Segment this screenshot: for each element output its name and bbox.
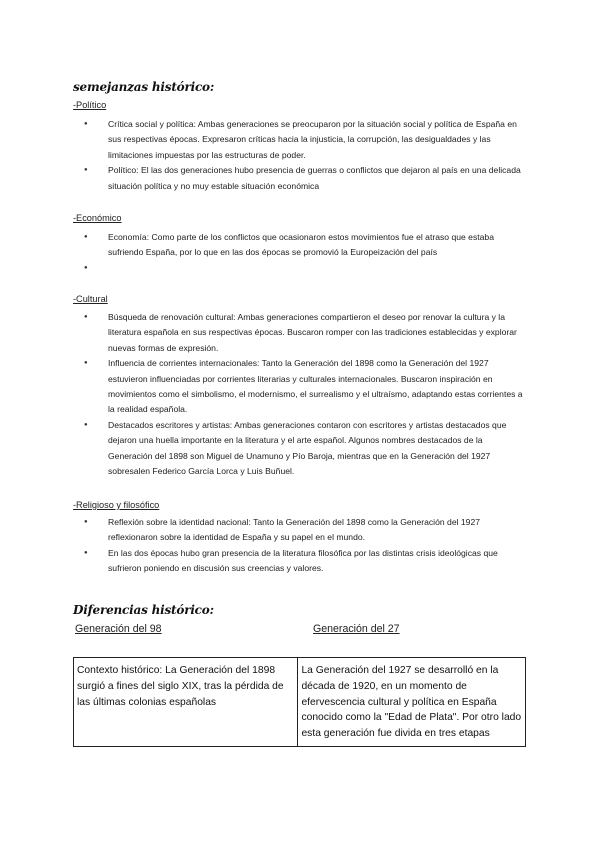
list-item: ● Búsqueda de renovación cultural: Ambas generaciones compartieron el deseo por renovar la cultura y la literatura española en sus respectivas épocas. Buscaron romper con las tradiciones establecidas y explorar nuevas formas de expresión.: [84, 310, 524, 356]
column-header-98: Generación del 98: [75, 623, 162, 635]
list-item: [84, 261, 524, 276]
religioso-list: [84, 515, 524, 577]
list-item: ● Crítica social y política: Ambas generaciones se preocuparon por la situación social y política de España en sus respectivas épocas. Expresaron críticas hacia la injusticia, la corrupción, las desigualdades y las limitaciones impuestas por las estructuras de poder.: [84, 117, 524, 163]
section-heading-economico: -Económico: [73, 213, 122, 223]
table-cell-27: La Generación del 1927 se desarrolló en la década de 1920, en un momento de efervescencia cultural y política en España conocido como la "Edad de Plata". Por otro lado esta generación fue divida en tres etapas: [298, 658, 526, 747]
table-cell-98: Contexto histórico: La Generación del 1898 surgió a fines del siglo XIX, tras la pérdida de las últimas colonias españolas: [74, 658, 298, 747]
section-heading-cultural: -Cultural: [73, 294, 108, 304]
politico-list: [84, 117, 524, 194]
semejanzas-title: semejanzas histórico:: [73, 80, 215, 94]
list-item: ● Economía: Como parte de los conflictos que ocasionaron estos movimientos fue el atraso que estaba sufriendo España, por lo que en las dos épocas se promovió la Europeización del país: [84, 230, 524, 261]
diferencias-title: Diferencias histórico:: [73, 603, 214, 617]
section-heading-politico: -Político: [73, 100, 107, 110]
economico-list: [84, 230, 524, 276]
list-item: ● Destacados escritores y artistas: Ambas generaciones contaron con escritores y artistas destacados que dejaron una huella importante en la literatura y el arte español. Algunos nombres destacados de la Generación del 1898 son Miguel de Unamuno y Pío Baroja, mientras que en la Generación del 1927 sobresalen Federico García Lorca y Luis Buñuel.: [84, 418, 524, 480]
list-item: ● Influencia de corrientes internacionales: Tanto la Generación del 1898 como la Generación del 1927 estuvieron influenciadas por corrientes literarias y culturales internacionales. Buscaron inspiración en movimientos como el simbolismo, el modernismo, el surrealismo y el ultraísmo, adaptando estas corrientes a la realidad española.: [84, 356, 524, 418]
differences-table: [73, 657, 526, 747]
section-heading-religioso: -Religioso y filosófico: [73, 500, 160, 510]
list-item: ● Reflexión sobre la identidad nacional: Tanto la Generación del 1898 como la Generación del 1927 reflexionaron sobre la identidad de España y su papel en el mundo.: [84, 515, 524, 546]
column-header-27: Generación del 27: [313, 623, 400, 635]
list-item: ● Político: El las dos generaciones hubo presencia de guerras o conflictos que dejaron al país en una delicada situación política y no muy estable situación económica: [84, 163, 524, 194]
list-item: ● En las dos épocas hubo gran presencia de la literatura filosófica por las distintas crisis ideológicas que sufrieron poniendo en discusión sus creencias y valores.: [84, 546, 524, 577]
cultural-list: [84, 310, 524, 479]
table-row: [74, 658, 526, 747]
